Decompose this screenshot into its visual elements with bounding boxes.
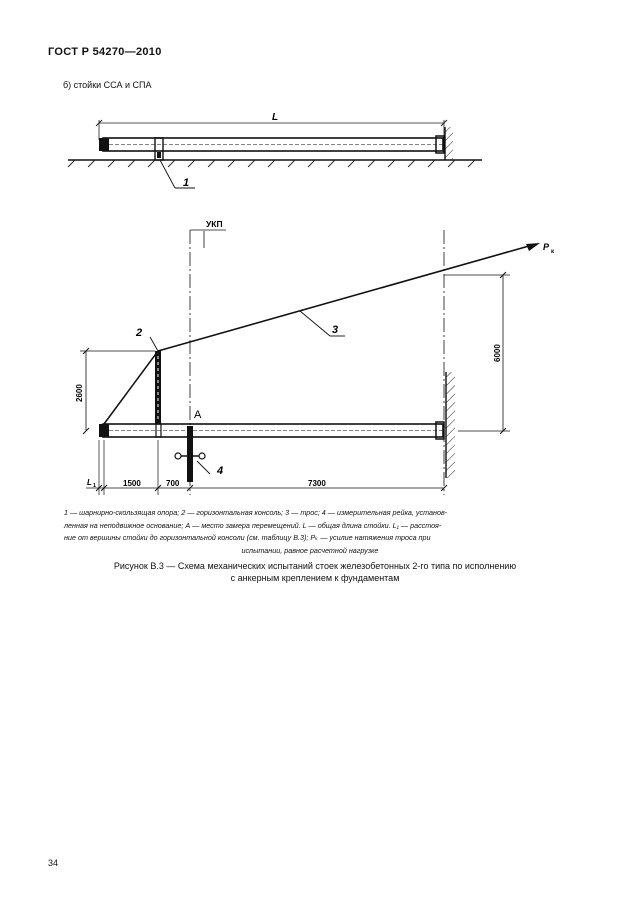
cable bbox=[158, 244, 536, 351]
figure-legend bbox=[64, 507, 556, 557]
legend-line: ленная на неподвижное основание; А — место замера перемещений. L — общая длина стойки. L₁ — расстоя- bbox=[64, 520, 442, 530]
pole-end-left-main bbox=[99, 424, 109, 437]
document-header: ГОСТ Р 54270—2010 bbox=[48, 46, 162, 58]
dim-label-l1: L bbox=[87, 478, 92, 487]
callout-2: 2 bbox=[136, 327, 143, 339]
wall-hatch-main bbox=[446, 372, 455, 478]
leader-1 bbox=[160, 160, 175, 188]
legend-line: 1 — шарнирно-скользящая опора; 2 — горизонтальная консоль; 3 — трос; 4 — измерительная рейка, установ- bbox=[64, 508, 448, 517]
point-a-label: A bbox=[194, 409, 202, 421]
dim-label-6000: 6000 bbox=[493, 344, 502, 362]
force-label: P bbox=[543, 242, 550, 252]
dim-label-2600: 2600 bbox=[75, 384, 84, 402]
callout-4: 4 bbox=[217, 465, 224, 477]
callout-1: 1 bbox=[183, 177, 190, 189]
legend-line: испытании, равное расчетной нагрузке bbox=[241, 545, 379, 555]
top-view bbox=[68, 112, 482, 189]
leader-3 bbox=[300, 311, 330, 336]
pole-end-left bbox=[99, 138, 109, 151]
ukp-label: УКП bbox=[206, 219, 223, 229]
dim-label-7300: 7300 bbox=[308, 479, 326, 488]
leader-2 bbox=[150, 337, 158, 351]
dim-label-700: 700 bbox=[166, 479, 180, 488]
legend-line: ние от вершины стойки до горизонтальной консоли (см. таблицу В.3); Pₖ — усилие натяжения троса при bbox=[64, 533, 431, 543]
force-arrow bbox=[526, 243, 540, 251]
page-number: 34 bbox=[48, 858, 59, 868]
dim-label-l1-sub: 1 bbox=[93, 483, 97, 489]
main-view bbox=[75, 219, 554, 495]
callout-3: 3 bbox=[332, 324, 339, 336]
measuring-rod bbox=[187, 426, 193, 482]
brace-diagonal bbox=[104, 351, 158, 424]
caption-line: Рисунок В.3 — Схема механических испытаний стоек железобетонных 2-го типа по исполнению bbox=[113, 561, 517, 571]
ground-hatch bbox=[68, 160, 475, 167]
figure-subheading: б) стойки ССА и СПА bbox=[63, 80, 152, 90]
dim-label-l: L bbox=[272, 112, 279, 123]
rod-knob-right bbox=[199, 453, 205, 459]
caption-line: с анкерным креплением к фундаментам bbox=[230, 573, 400, 583]
dim-label-1500: 1500 bbox=[123, 479, 141, 488]
force-subscript: к bbox=[551, 249, 555, 255]
leader-4 bbox=[197, 461, 210, 474]
figure-caption bbox=[70, 560, 560, 584]
wall-hatch bbox=[445, 127, 453, 160]
rod-knob-left bbox=[175, 453, 181, 459]
hinge-support-fill bbox=[157, 152, 161, 158]
